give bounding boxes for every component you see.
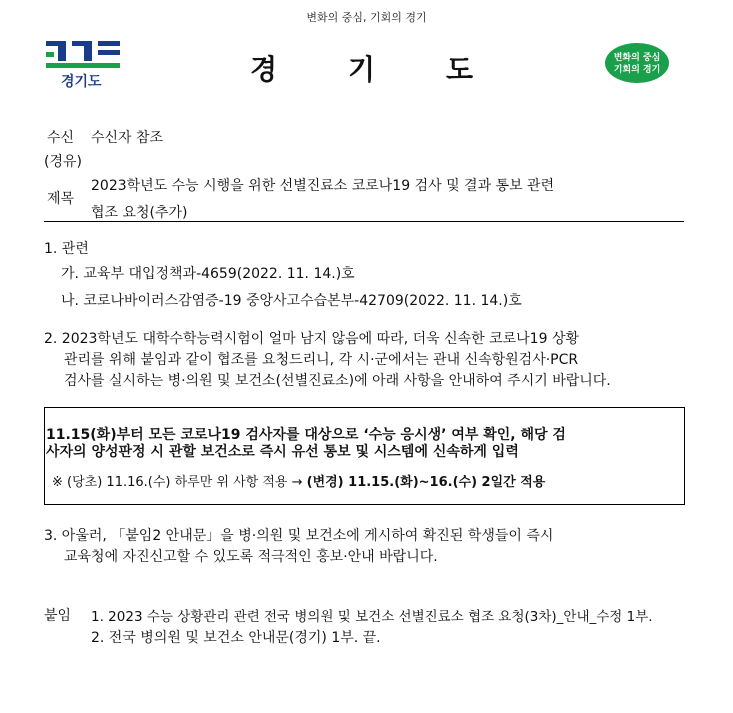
section1-item-b: 나. 코로나바이러스감염증-19 중앙사고수습본부-42709(2022. 11. 14.)호	[61, 293, 522, 309]
notice-line-2: 사자의 양성판정 시 관할 보건소로 즉시 유선 통보 및 시스템에 신속하게 입력	[46, 444, 519, 460]
subject-line-2: 협조 요청(추가)	[91, 205, 188, 221]
section2-line-1: 2. 2023학년도 대학수학능력시험이 얼마 남지 않음에 따라, 더욱 신속한 코로나19 상황	[44, 331, 579, 347]
attachment-item-1: 1. 2023 수능 상황관리 관련 전국 병의원 및 보건소 선별진료소 협조 요청(3차)_안내_수정 1부.	[91, 609, 653, 625]
logo-text: 경기도	[61, 74, 102, 90]
section2-line-2: 관리를 위해 붙임과 같이 협조를 요청드리니, 각 시·군에서는 관내 신속항원검사·PCR	[64, 352, 579, 368]
attachment-label: 붙임	[44, 608, 72, 624]
header-slogan: 변화의 중심, 기회의 경기	[306, 11, 427, 24]
title-char-3: 도	[446, 53, 476, 86]
gyeonggi-logo	[44, 40, 124, 90]
subject-label: 제목	[47, 191, 75, 207]
notice-note-prefix: ※ (당초) 11.16.(수) 하루만 위 사항 적용 →	[52, 475, 307, 490]
slogan-badge-icon	[604, 42, 670, 84]
title-char-1: 경	[250, 53, 280, 86]
section3-line-2: 교육청에 자진신고할 수 있도록 적극적인 홍보·안내 바랍니다.	[64, 549, 438, 565]
badge-line1: 변화의 중심	[613, 53, 661, 63]
section1-title: 1. 관련	[44, 241, 89, 257]
notice-note-change: (변경) 11.15.(화)~16.(수) 2일간 적용	[306, 475, 546, 490]
section2-line-3: 검사를 실시하는 병·의원 및 보건소(선별진료소)에 아래 사항을 안내하여 주시기 바랍니다.	[64, 373, 611, 389]
notice-line-1: 11.15(화)부터 모든 코로나19 검사자를 대상으로 ‘수능 응시생’ 여부 확인, 해당 검	[46, 427, 566, 443]
section1-item-a: 가. 교육부 대입정책과-4659(2022. 11. 14.)호	[61, 266, 355, 282]
subject-underline	[44, 221, 684, 222]
subject-line-1: 2023학년도 수능 시행을 위한 선별진료소 코로나19 검사 및 결과 통보 관련	[91, 178, 555, 194]
section3-line-1: 3. 아울러, 「붙임2 안내문」을 병·의원 및 보건소에 게시하여 확진된 학생들이 즉시	[44, 528, 554, 544]
slogan-badge	[604, 42, 670, 84]
recipient-value: 수신자 참조	[91, 130, 164, 146]
recipient-label: 수신	[47, 130, 75, 146]
via-label: (경유)	[44, 154, 82, 170]
title-char-2: 기	[348, 53, 378, 86]
notice-note	[52, 471, 545, 490]
badge-line2: 기회의 경기	[613, 65, 661, 75]
gyeonggi-logo-icon	[44, 40, 124, 70]
attachment-item-2: 2. 전국 병의원 및 보건소 안내문(경기) 1부. 끝.	[91, 630, 381, 646]
